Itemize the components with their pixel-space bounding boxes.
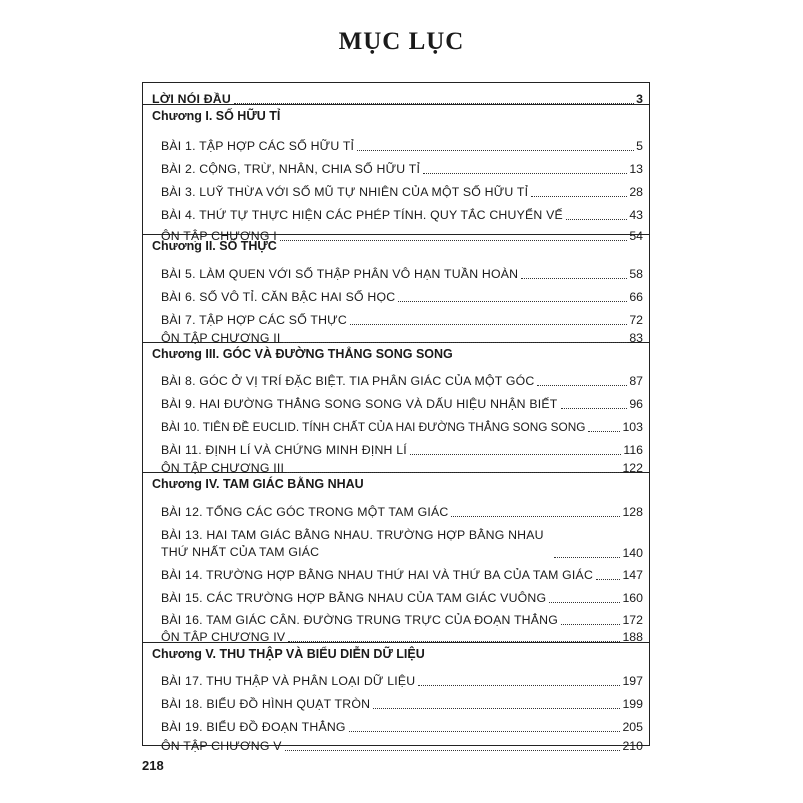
toc-entry[interactable]	[161, 201, 643, 223]
chapter-section-3	[143, 343, 649, 473]
toc-box	[142, 82, 650, 753]
toc-entry-page: 72	[629, 313, 643, 327]
dot-leader	[234, 103, 634, 104]
toc-entry-label: LỜI NÓI ĐẦU	[152, 92, 231, 106]
toc-entry-page: 96	[629, 397, 643, 411]
dot-leader	[418, 685, 620, 686]
toc-preface	[143, 83, 649, 105]
toc-entry[interactable]	[161, 436, 643, 458]
dot-leader	[521, 278, 627, 279]
dot-leader	[285, 750, 621, 751]
toc-entry[interactable]	[161, 521, 643, 561]
toc-entry-page: 210	[622, 739, 643, 753]
toc-entry-label: BÀI 4. THỨ TỰ THỰC HIỆN CÁC PHÉP TÍNH. QUY TẮC CHUYỂN VẾ	[161, 208, 563, 222]
toc-entry-label: ÔN TẬP CHƯƠNG V	[161, 739, 282, 753]
toc-entry-label: BÀI 11. ĐỊNH LÍ VÀ CHỨNG MINH ĐỊNH LÍ	[161, 443, 407, 457]
toc-entry-label: BÀI 1. TẬP HỢP CÁC SỐ HỮU TỈ	[161, 139, 355, 153]
dot-leader	[537, 385, 627, 386]
dot-leader	[531, 196, 627, 197]
dot-leader	[410, 454, 621, 455]
toc-entry-label: BÀI 2. CỘNG, TRỪ, NHÂN, CHIA SỐ HỮU TỈ	[161, 162, 421, 176]
toc-entry[interactable]	[161, 260, 643, 282]
toc-entry[interactable]	[161, 390, 643, 412]
toc-entry-page: 128	[622, 505, 643, 519]
toc-entry-page: 3	[636, 92, 643, 106]
dot-leader	[288, 641, 620, 642]
toc-entry-page: 54	[629, 229, 643, 243]
toc-entry-page: 172	[622, 613, 643, 627]
toc-entry-page: 58	[629, 267, 643, 281]
toc-entry-page: 140	[622, 546, 643, 560]
toc-entry-label: ÔN TẬP CHƯƠNG III	[161, 461, 285, 475]
toc-entry-label: BÀI 16. TAM GIÁC CÂN. ĐƯỜNG TRUNG TRỰC CỦA ĐOẠN THẲNG	[161, 613, 558, 627]
dot-leader	[596, 579, 620, 580]
toc-entry-label: BÀI 5. LÀM QUEN VỚI SỐ THẬP PHÂN VÔ HẠN TUẦN HOÀN	[161, 267, 519, 281]
toc-entry-page: 122	[622, 461, 643, 475]
toc-entry-page: 199	[622, 697, 643, 711]
toc-entry[interactable]	[161, 584, 643, 606]
toc-entry-label: BÀI 8. GÓC Ở VỊ TRÍ ĐẶC BIỆT. TIA PHÂN GIÁC CỦA MỘT GÓC	[161, 374, 535, 388]
toc-entry[interactable]	[161, 667, 643, 689]
toc-entry-page: 188	[622, 630, 643, 644]
toc-entry-label: BÀI 19. BIỂU ĐỒ ĐOẠN THẲNG	[161, 720, 346, 734]
toc-entry-page: 147	[622, 568, 643, 582]
toc-entry-page: 103	[622, 420, 643, 434]
dot-leader	[549, 602, 620, 603]
toc-entry-label: BÀI 9. HAI ĐƯỜNG THẲNG SONG SONG VÀ DẤU HIỆU NHẬN BIẾT	[161, 397, 558, 411]
toc-entry-page: 83	[629, 331, 643, 345]
toc-entry[interactable]	[161, 713, 643, 735]
toc-entry-page: 5	[636, 139, 643, 153]
page-title: MỤC LỤC	[338, 28, 465, 55]
toc-entry-label: ÔN TẬP CHƯƠNG II	[161, 331, 281, 345]
toc-entry[interactable]	[161, 498, 643, 520]
toc-entry-page: 43	[629, 208, 643, 222]
chapter-section-2	[143, 235, 649, 343]
chapter-section-1	[143, 105, 649, 243]
chapter-heading: Chương V. THU THẬP VÀ BIỂU DIỄN DỮ LIỆU	[152, 647, 425, 661]
toc-entry-page: 66	[629, 290, 643, 304]
page-number: 218	[142, 758, 164, 773]
toc-entry-page: 28	[629, 185, 643, 199]
toc-entry[interactable]	[161, 306, 643, 328]
dot-leader	[373, 708, 620, 709]
toc-entry-label: BÀI 17. THU THẬP VÀ PHÂN LOẠI DỮ LIỆU	[161, 674, 416, 688]
toc-entry-label: BÀI 6. SỐ VÔ TỈ. CĂN BẬC HAI SỐ HỌC	[161, 290, 396, 304]
toc-entry[interactable]	[161, 690, 643, 712]
toc-entry[interactable]	[161, 561, 643, 583]
chapter-heading: Chương I. SỐ HỮU TỈ	[152, 109, 281, 123]
toc-entry-label: BÀI 14. TRƯỜNG HỢP BẰNG NHAU THỨ HAI VÀ THỨ BA CỦA TAM GIÁC	[161, 568, 594, 582]
toc-entry[interactable]	[161, 283, 643, 305]
toc-entry-label: BÀI 7. TẬP HỢP CÁC SỐ THỰC	[161, 313, 347, 327]
dot-leader	[588, 431, 620, 432]
toc-entry-label: BÀI 12. TỔNG CÁC GÓC TRONG MỘT TAM GIÁC	[161, 505, 449, 519]
toc-entry[interactable]	[161, 132, 643, 154]
toc-entry-label: BÀI 13. HAI TAM GIÁC BẰNG NHAU. TRƯỜNG HỢP BẰNG NHAU THỨ NHẤT CỦA TAM GIÁC	[161, 528, 544, 559]
dot-leader	[398, 301, 627, 302]
toc-entry[interactable]	[161, 367, 643, 389]
toc-entry-label: ÔN TẬP CHƯƠNG IV	[161, 630, 286, 644]
toc-entry-page: 13	[629, 162, 643, 176]
chapter-heading: Chương III. GÓC VÀ ĐƯỜNG THẲNG SONG SONG	[152, 347, 453, 361]
toc-entry-label: BÀI 18. BIỂU ĐỒ HÌNH QUẠT TRÒN	[161, 697, 371, 711]
toc-entry[interactable]	[161, 413, 643, 435]
toc-entry[interactable]	[161, 178, 643, 200]
dot-leader	[423, 173, 627, 174]
toc-entry-preface[interactable]	[152, 85, 643, 107]
dot-leader	[350, 324, 627, 325]
dot-leader	[554, 557, 620, 558]
toc-entry[interactable]	[161, 625, 643, 645]
chapter-heading: Chương IV. TAM GIÁC BẰNG NHAU	[152, 477, 364, 491]
toc-entry-page: 205	[622, 720, 643, 734]
dot-leader	[561, 408, 628, 409]
toc-entry-page: 116	[623, 443, 643, 457]
chapter-section-4	[143, 473, 649, 643]
toc-entry[interactable]	[161, 734, 643, 754]
toc-entry-page: 160	[622, 591, 643, 605]
toc-entry[interactable]	[161, 155, 643, 177]
dot-leader	[349, 731, 621, 732]
toc-entry-page: 87	[629, 374, 643, 388]
toc-entry-label: BÀI 15. CÁC TRƯỜNG HỢP BẰNG NHAU CỦA TAM GIÁC VUÔNG	[161, 591, 547, 605]
dot-leader	[566, 219, 627, 220]
chapter-heading: Chương II. SỐ THỰC	[152, 239, 277, 253]
dot-leader	[451, 516, 620, 517]
toc-entry-label: BÀI 3. LUỸ THỪA VỚI SỐ MŨ TỰ NHIÊN CỦA MỘT SỐ HỮU TỈ	[161, 185, 529, 199]
toc-entry-label: ÔN TẬP CHƯƠNG I	[161, 229, 277, 243]
chapter-section-5	[143, 643, 649, 753]
dot-leader	[357, 150, 634, 151]
toc-entry-page: 197	[622, 674, 643, 688]
toc-entry-label: BÀI 10. TIÊN ĐỀ EUCLID. TÍNH CHẤT CỦA HAI ĐƯỜNG THẲNG SONG SONG	[161, 420, 586, 434]
